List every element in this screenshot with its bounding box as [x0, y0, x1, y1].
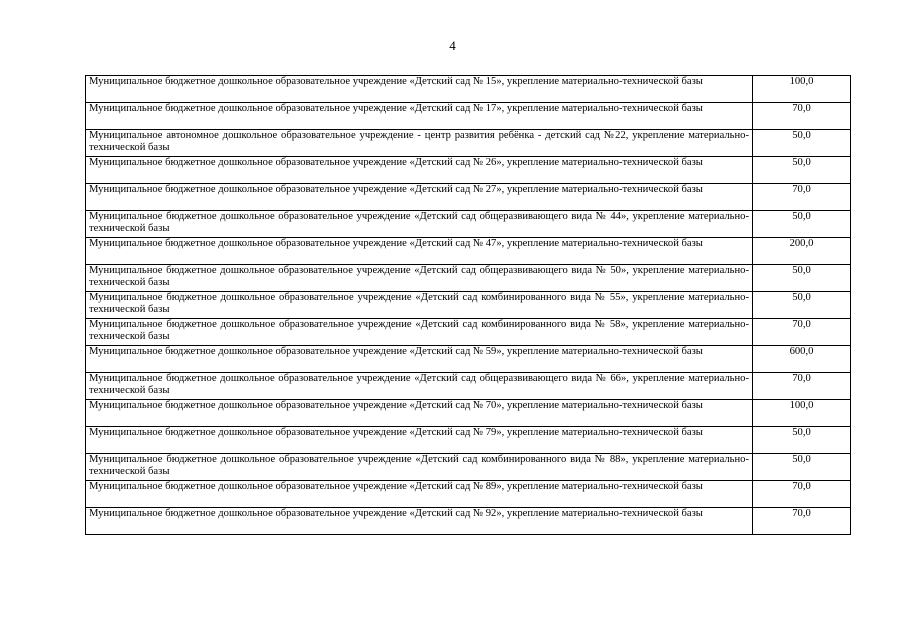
table-row [86, 130, 851, 157]
institution-name: Муниципальное бюджетное дошкольное образовательное учреждение «Детский сад № 70», укрепление материально-технической базы [89, 400, 703, 411]
table-row [86, 400, 851, 427]
table-row [86, 373, 851, 400]
amount-cell: 50,0 [753, 211, 851, 238]
institution-name-cell [86, 103, 753, 130]
institution-name: Муниципальное бюджетное дошкольное образовательное учреждение «Детский сад № 92», укрепление материально-технической базы [89, 508, 703, 519]
institution-name: Муниципальное бюджетное дошкольное образовательное учреждение «Детский сад № 79», укрепление материально-технической базы [89, 427, 703, 438]
amount-cell: 50,0 [753, 130, 851, 157]
institution-name: Муниципальное автономное дошкольное образовательное учреждение - центр развития ребёнка - детский сад №22, укрепление материально-технической базы [89, 130, 749, 154]
institution-name-cell [86, 238, 753, 265]
table-row [86, 508, 851, 535]
institution-name-cell [86, 265, 753, 292]
amount-cell: 50,0 [753, 292, 851, 319]
amount-cell: 70,0 [753, 184, 851, 211]
institution-name-cell [86, 427, 753, 454]
table-row [86, 427, 851, 454]
institution-name: Муниципальное бюджетное дошкольное образовательное учреждение «Детский сад комбинированного вида № 88», укрепление материально-технической базы [89, 454, 749, 478]
table-row [86, 103, 851, 130]
page-number: 4 [449, 38, 456, 53]
amount-cell: 50,0 [753, 427, 851, 454]
institution-name: Муниципальное бюджетное дошкольное образовательное учреждение «Детский сад № 59», укрепление материально-технической базы [89, 346, 703, 357]
amount-cell: 70,0 [753, 103, 851, 130]
institution-name: Муниципальное бюджетное дошкольное образовательное учреждение «Детский сад комбинированного вида № 58», укрепление материально-технической базы [89, 319, 749, 343]
budget-table [85, 75, 851, 535]
amount-cell: 600,0 [753, 346, 851, 373]
institution-name-cell [86, 508, 753, 535]
table-row [86, 211, 851, 238]
table-row [86, 184, 851, 211]
amount-cell: 100,0 [753, 76, 851, 103]
amount-cell: 50,0 [753, 157, 851, 184]
table-row [86, 481, 851, 508]
amount-cell: 70,0 [753, 508, 851, 535]
table-row [86, 292, 851, 319]
institution-name: Муниципальное бюджетное дошкольное образовательное учреждение «Детский сад общеразвивающего вида № 66», укрепление материально-технической базы [89, 373, 749, 397]
institution-name-cell [86, 346, 753, 373]
institution-name: Муниципальное бюджетное дошкольное образовательное учреждение «Детский сад № 26», укрепление материально-технической базы [89, 157, 703, 168]
institution-name: Муниципальное бюджетное дошкольное образовательное учреждение «Детский сад общеразвивающего вида № 50», укрепление материально-технической базы [89, 265, 749, 289]
table-row [86, 346, 851, 373]
table-row [86, 238, 851, 265]
table-row [86, 454, 851, 481]
table-row [86, 319, 851, 346]
institution-name-cell [86, 184, 753, 211]
institution-name-cell [86, 319, 753, 346]
institution-name: Муниципальное бюджетное дошкольное образовательное учреждение «Детский сад № 15», укрепление материально-технической базы [89, 76, 703, 87]
amount-cell: 50,0 [753, 265, 851, 292]
institution-name-cell [86, 400, 753, 427]
institution-name-cell [86, 292, 753, 319]
amount-cell: 70,0 [753, 373, 851, 400]
institution-name: Муниципальное бюджетное дошкольное образовательное учреждение «Детский сад общеразвивающего вида № 44», укрепление материально-технической базы [89, 211, 749, 235]
amount-cell: 70,0 [753, 319, 851, 346]
institution-name: Муниципальное бюджетное дошкольное образовательное учреждение «Детский сад комбинированного вида № 55», укрепление материально-технической базы [89, 292, 749, 316]
institution-name: Муниципальное бюджетное дошкольное образовательное учреждение «Детский сад № 47», укрепление материально-технической базы [89, 238, 703, 249]
institution-name: Муниципальное бюджетное дошкольное образовательное учреждение «Детский сад № 89», укрепление материально-технической базы [89, 481, 703, 492]
table-row [86, 76, 851, 103]
institution-name-cell [86, 454, 753, 481]
institution-name-cell [86, 76, 753, 103]
institution-name: Муниципальное бюджетное дошкольное образовательное учреждение «Детский сад № 27», укрепление материально-технической базы [89, 184, 703, 195]
institution-name-cell [86, 481, 753, 508]
amount-cell: 50,0 [753, 454, 851, 481]
institution-name-cell [86, 373, 753, 400]
institution-name-cell [86, 157, 753, 184]
institution-name-cell [86, 130, 753, 157]
amount-cell: 70,0 [753, 481, 851, 508]
amount-cell: 100,0 [753, 400, 851, 427]
amount-cell: 200,0 [753, 238, 851, 265]
institution-name-cell [86, 211, 753, 238]
budget-table-body [86, 76, 851, 535]
institution-name: Муниципальное бюджетное дошкольное образовательное учреждение «Детский сад № 17», укрепление материально-технической базы [89, 103, 703, 114]
table-row [86, 265, 851, 292]
table-row [86, 157, 851, 184]
